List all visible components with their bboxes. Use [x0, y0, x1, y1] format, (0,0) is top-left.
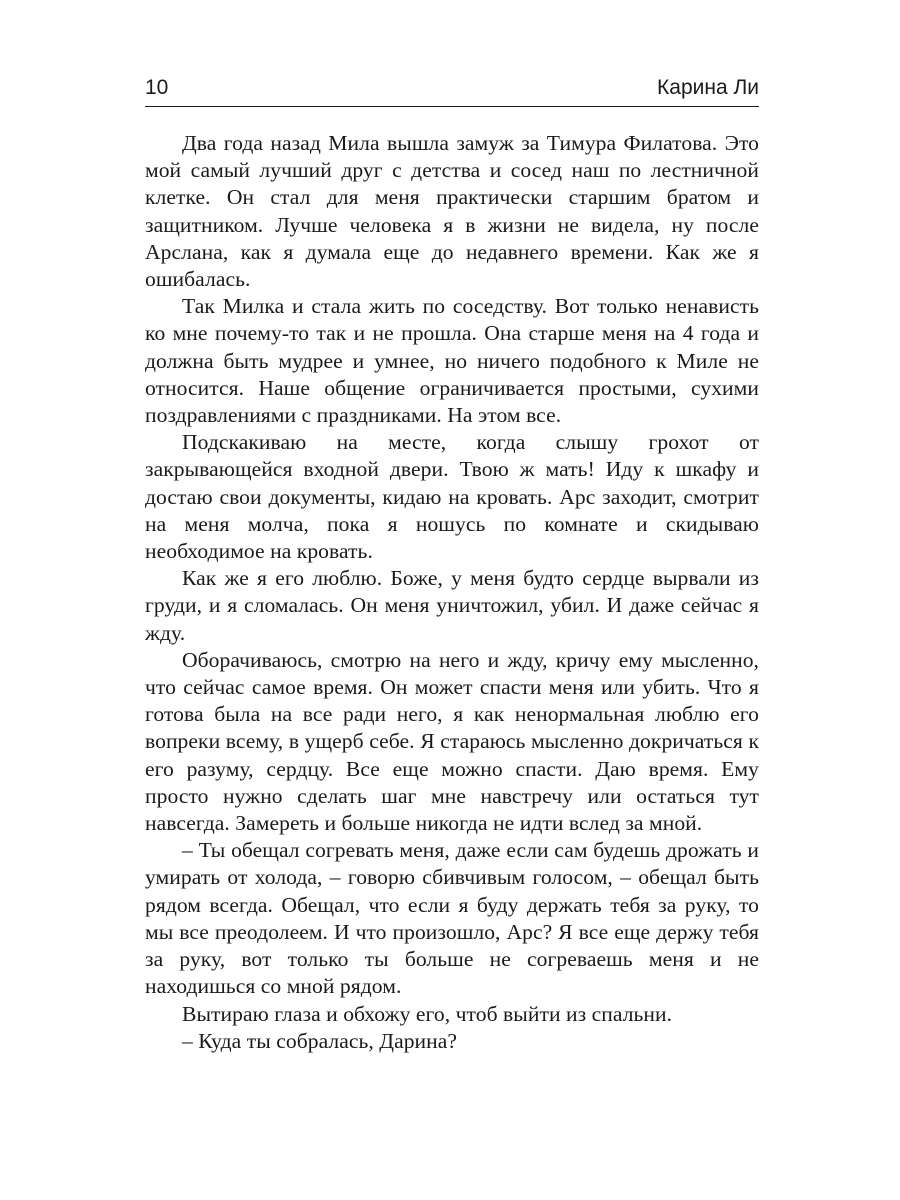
paragraph: Два года назад Мила вышла замуж за Тимура Филатова. Это мой самый лучший друг с детства и сосед наш по лестничной клетке. Он стал для меня практически старшим братом и защитником. Лучше человека я в жизни не видела, ну после Арслана, как я думала еще до недавнего времени. Как же я ошибалась. — [145, 131, 759, 292]
paragraph: Как же я его люблю. Боже, у меня будто сердце вырвали из груди, и я сломалась. Он меня уничтожил, убил. И даже сейчас я жду. — [145, 566, 759, 645]
dialogue-paragraph: – Куда ты собралась, Дарина? — [182, 1028, 458, 1053]
paragraph: Вытираю глаза и обхожу его, чтоб выйти из спальни. — [182, 1001, 673, 1026]
paragraph: Подскакиваю на месте, когда слышу грохот от закрывающейся входной двери. Твою ж мать! Иду к шкафу и достаю свои документы, кидаю на кровать. Арс заходит, смотрит на меня молча, пока я ношусь по комнате и скидываю необходимое на кровать. — [145, 430, 759, 564]
running-header — [145, 72, 759, 106]
author-name: Карина Ли — [657, 76, 759, 99]
page-number: 10 — [145, 76, 169, 99]
header-divider — [145, 106, 759, 107]
body-text — [145, 130, 759, 1055]
paragraph: Оборачиваюсь, смотрю на него и жду, кричу ему мысленно, что сейчас самое время. Он может спасти меня или убить. Что я готова была на все ради него, я как ненормальная люблю его вопреки всему, в ущерб себе. Я стараюсь мысленно докричаться к его разуму, сердцу. Все еще можно спасти. Даю время. Ему просто нужно сделать шаг мне навстречу или остаться тут навсегда. Замереть и больше никогда не идти вслед за мной. — [145, 647, 759, 836]
paragraph: Так Милка и стала жить по соседству. Вот только ненависть ко мне почему-то так и не прошла. Она старше меня на 4 года и должна быть мудрее и умнее, но ничего подобного к Миле не относится. Наше общение ограничивается простыми, сухими поздравлениями с праздниками. На этом все. — [145, 294, 759, 428]
dialogue-paragraph: – Ты обещал согревать меня, даже если сам будешь дрожать и умирать от холода, – говорю сбивчивым голосом, – обещал быть рядом всегда. Обещал, что если я буду держать тебя за руку, то мы все преодолеем. И что произошло, Арс? Я все еще держу тебя за руку, вот только ты больше не согреваешь меня и не находишься со мной рядом. — [145, 838, 759, 999]
